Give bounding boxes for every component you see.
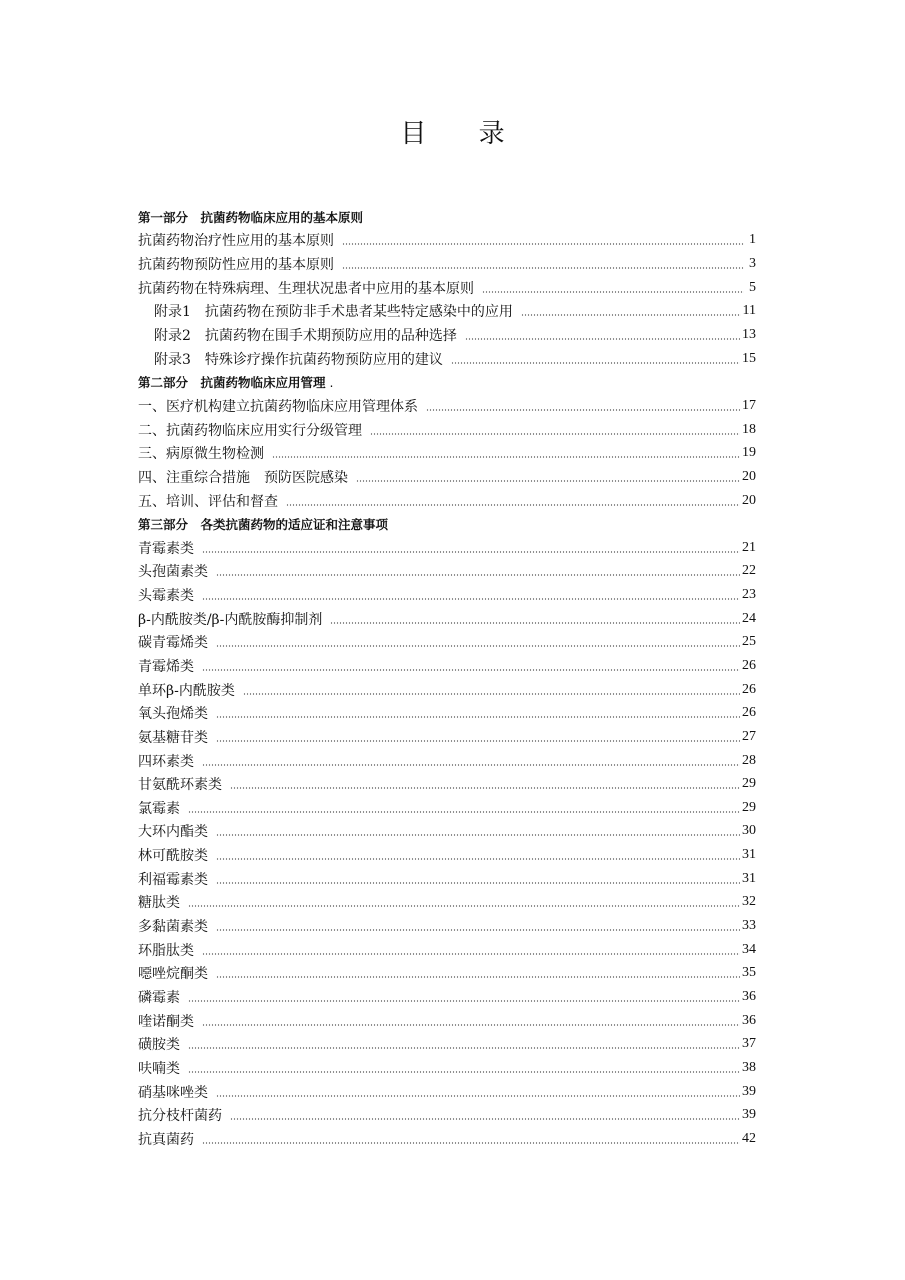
toc-page-number: 35 [742,965,756,981]
toc-page-number: 21 [742,539,756,555]
toc-heading-mark: . [329,374,334,390]
toc-dot-leader [216,976,740,978]
toc-entry[interactable] [138,678,756,702]
toc-entry-label: 抗分枝杆菌药 [138,1108,222,1125]
toc-entry[interactable] [138,867,756,891]
toc-entry-label: β-内酰胺类/β-内酰胺酶抑制剂 [138,611,323,628]
toc-entry-label: 大环内酯类 [138,824,208,841]
toc-page-number: 22 [742,563,756,579]
toc-entry[interactable] [138,583,756,607]
toc-dot-leader [202,1142,740,1144]
toc-dot-leader [451,362,740,364]
toc-entry[interactable] [138,252,756,276]
toc-entry[interactable] [138,985,756,1009]
toc-entry[interactable] [138,725,756,749]
toc-entry-label: 附录3 特殊诊疗操作抗菌药物预防应用的建议 [154,351,443,368]
toc-entry[interactable] [138,394,756,418]
toc-page-number: 36 [742,988,756,1004]
toc-page-number: 38 [742,1059,756,1075]
toc-dot-leader [216,882,740,884]
toc-dot-leader [216,834,740,836]
toc-entry-label: 林可酰胺类 [138,848,208,865]
toc-entry[interactable] [138,1103,756,1127]
toc-entry-label: 第二部分 抗菌药物临床应用管理 [138,375,326,391]
toc-page-number: 15 [742,350,756,366]
toc-page-number: 39 [742,1083,756,1099]
toc-entry-label: 喹诺酮类 [138,1013,194,1030]
toc-entry-label: 糖肽类 [138,895,180,912]
page-title: 目 录 [400,119,527,149]
toc-dot-leader [202,764,740,766]
toc-dot-leader [286,504,740,506]
toc-entry-label: 氯霉素 [138,800,180,817]
toc-dot-leader [521,314,741,316]
toc-page-number: 32 [742,894,756,910]
toc-entry-label: 单环β-内酰胺类 [138,682,235,699]
toc-entry[interactable] [138,1127,756,1151]
toc-section-heading [138,205,756,229]
toc-dot-leader [370,433,740,435]
toc-entry-label: 二、抗菌药物临床应用实行分级管理 [138,422,362,439]
toc-page-number: 1 [749,232,756,248]
toc-entry[interactable] [138,962,756,986]
toc-dot-leader [188,1000,740,1002]
toc-entry[interactable] [138,560,756,584]
toc-page-number: 5 [749,279,756,295]
toc-entry-label: 利福霉素类 [138,871,208,888]
toc-entry[interactable] [138,820,756,844]
toc-page-number: 36 [742,1012,756,1028]
toc-page-number: 26 [742,657,756,673]
toc-page-number: 28 [742,752,756,768]
toc-dot-leader [202,598,740,600]
toc-entry-label: 青霉素类 [138,540,194,557]
toc-dot-leader [188,811,740,813]
toc-dot-leader [188,1071,740,1073]
toc-dot-leader [188,1047,740,1049]
toc-entry-label: 抗真菌药 [138,1131,194,1148]
toc-entry-label: 头孢菌素类 [138,564,208,581]
toc-appendix-entry[interactable] [138,300,756,324]
toc-entry-label: 抗菌药物在特殊病理、生理状况患者中应用的基本原则 [138,280,474,297]
toc-dot-leader [426,409,740,411]
toc-dot-leader [356,480,740,482]
toc-page-number: 19 [742,445,756,461]
toc-entry[interactable] [138,1009,756,1033]
toc-entry[interactable] [138,843,756,867]
toc-page-number: 29 [742,776,756,792]
toc-page-number: 37 [742,1036,756,1052]
toc-dot-leader [216,858,740,860]
toc-entry[interactable] [138,914,756,938]
toc-entry-label: 抗菌药物预防性应用的基本原则 [138,257,334,274]
toc-dot-leader [465,338,740,340]
toc-page-number: 34 [742,941,756,957]
toc-entry[interactable] [138,772,756,796]
toc-page-number: 18 [742,421,756,437]
toc-appendix-entry[interactable] [138,347,756,371]
toc-dot-leader [216,740,740,742]
toc-page-number: 31 [742,847,756,863]
toc-dot-leader [216,929,740,931]
toc-dot-leader [272,456,740,458]
toc-entry-label: 环脂肽类 [138,942,194,959]
table-of-contents [138,205,756,1151]
toc-section-heading [138,512,756,536]
toc-entry-label: 附录2 抗菌药物在围手术期预防应用的品种选择 [154,328,457,345]
toc-entry[interactable] [138,1080,756,1104]
toc-entry[interactable] [138,654,756,678]
toc-page-number: 33 [742,918,756,934]
toc-entry-label: 第一部分 抗菌药物临床应用的基本原则 [138,209,364,225]
toc-entry[interactable] [138,891,756,915]
toc-page-number: 24 [742,610,756,626]
toc-dot-leader [216,716,740,718]
toc-page-number: 3 [749,256,756,272]
toc-entry-label: 碳青霉烯类 [138,635,208,652]
toc-entry-label: 噁唑烷酮类 [138,966,208,983]
toc-entry[interactable] [138,701,756,725]
toc-page-number: 23 [742,587,756,603]
toc-page-number: 29 [742,799,756,815]
toc-dot-leader [230,787,740,789]
toc-page-number: 26 [742,705,756,721]
toc-entry-label: 甘氨酰环素类 [138,777,222,794]
toc-entry-label: 氨基糖苷类 [138,729,208,746]
toc-entry-label: 四环素类 [138,753,194,770]
toc-dot-leader [202,1024,740,1026]
toc-entry-label: 三、病原微生物检测 [138,446,264,463]
toc-entry[interactable] [138,796,756,820]
toc-dot-leader [342,243,744,245]
toc-section-heading [138,370,756,394]
toc-entry-label: 五、培训、评估和督查 [138,493,278,510]
toc-entry-label: 一、医疗机构建立抗菌药物临床应用管理体系 [138,398,418,415]
toc-entry[interactable] [138,938,756,962]
toc-entry[interactable] [138,465,756,489]
toc-page-number: 26 [742,681,756,697]
toc-dot-leader [230,1118,740,1120]
toc-dot-leader [202,669,740,671]
toc-page-number: 27 [742,728,756,744]
toc-entry-label: 磷霉素 [138,989,180,1006]
toc-entry[interactable] [138,607,756,631]
toc-dot-leader [216,645,740,647]
toc-appendix-entry[interactable] [138,323,756,347]
toc-page-number: 11 [742,303,756,319]
toc-page-number: 31 [742,870,756,886]
toc-entry[interactable] [138,229,756,253]
toc-page-number: 17 [742,397,756,413]
toc-entry-label: 四、注重综合措施 预防医院感染 [138,469,348,486]
toc-entry-label: 头霉素类 [138,588,194,605]
toc-entry-label: 氧头孢烯类 [138,706,208,723]
toc-page-number: 39 [742,1107,756,1123]
toc-entry-label: 青霉烯类 [138,658,194,675]
toc-entry[interactable] [138,749,756,773]
toc-entry[interactable] [138,276,756,300]
toc-entry[interactable] [138,536,756,560]
toc-entry-label: 硝基咪唑类 [138,1084,208,1101]
toc-entry[interactable] [138,1032,756,1056]
toc-entry-label: 呋喃类 [138,1060,180,1077]
toc-entry[interactable] [138,1056,756,1080]
toc-dot-leader [482,291,744,293]
toc-entry-label: 抗菌药物治疗性应用的基本原则 [138,233,334,250]
toc-dot-leader [342,267,744,269]
toc-page-number: 30 [742,823,756,839]
toc-page-number: 13 [742,327,756,343]
toc-entry[interactable] [138,418,756,442]
toc-entry-label: 多黏菌素类 [138,919,208,936]
toc-dot-leader [188,905,740,907]
toc-dot-leader [216,574,740,576]
toc-entry-label: 第三部分 各类抗菌药物的适应证和注意事项 [138,517,389,533]
toc-page-number: 20 [742,492,756,508]
toc-entry-label: 附录1 抗菌药物在预防非手术患者某些特定感染中的应用 [154,304,513,321]
toc-dot-leader [243,693,740,695]
toc-entry[interactable] [138,489,756,513]
toc-dot-leader [202,551,740,553]
toc-entry-label: 磺胺类 [138,1037,180,1054]
toc-entry[interactable] [138,441,756,465]
toc-dot-leader [202,953,740,955]
toc-page-number: 20 [742,468,756,484]
toc-page-number: 42 [742,1130,756,1146]
toc-page-number: 25 [742,634,756,650]
toc-dot-leader [330,622,740,624]
toc-dot-leader [216,1095,740,1097]
toc-entry[interactable] [138,631,756,655]
